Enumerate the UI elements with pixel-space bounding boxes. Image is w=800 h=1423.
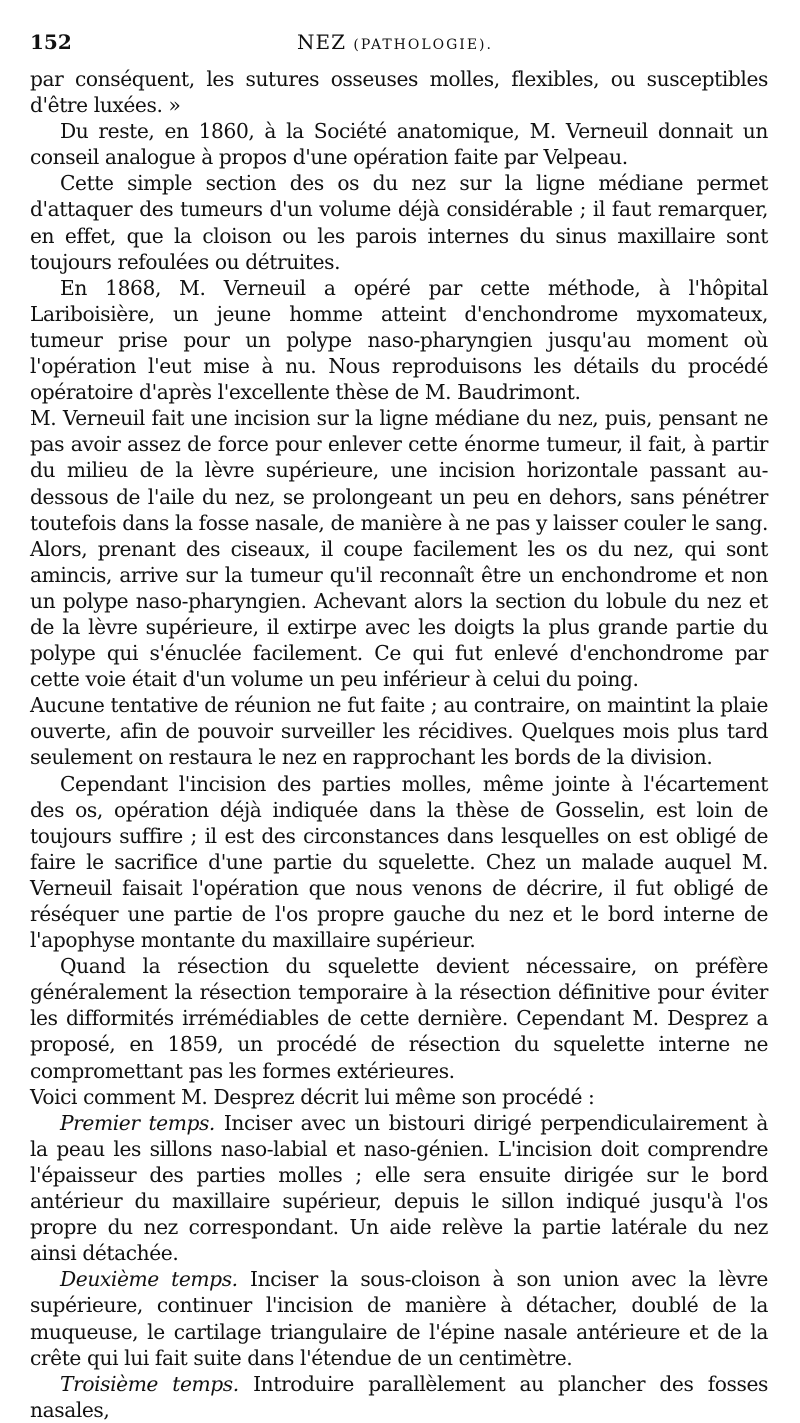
step-text: Introduire parallèlement au plancher des fosses nasales, xyxy=(30,1371,768,1422)
running-title xyxy=(30,30,760,54)
paragraph: Du reste, en 1860, à la Société anatomique, M. Verneuil donnait un conseil analogue à propos d'une opération faite par Velpeau. xyxy=(30,119,768,170)
running-header xyxy=(30,30,760,60)
page-number: 152 xyxy=(30,30,72,54)
step-label: Deuxième temps. xyxy=(60,1267,238,1292)
page-body xyxy=(30,66,768,1423)
step-paragraph xyxy=(30,1266,768,1370)
paragraph: Cette simple section des os du nez sur la ligne médiane permet d'attaquer des tumeurs d'un volume déjà considérable ; il faut remarquer, en effet, que la cloison ou les parois internes du sinus maxillaire sont toujours refoulées ou détruites. xyxy=(30,171,768,274)
paragraph: Voici comment M. Desprez décrit lui même son procédé : xyxy=(30,1084,595,1109)
step-paragraph xyxy=(30,1371,768,1423)
paragraph: par conséquent, les sutures osseuses molles, flexibles, ou susceptibles d'être luxées. » xyxy=(30,67,768,118)
paragraph: M. Verneuil fait une incision sur la ligne médiane du nez, puis, pensant ne pas avoir assez de force pour enlever cette énorme tumeur, il fait, à partir du milieu de la lèvre supérieure, une incision horizontale passant au-dessous de l'aile du nez, se prolongeant un peu en dehors, sans pénétrer toutefois dans la fosse nasale, de manière à ne pas y laisser couler le sang. Alors, prenant des ciseaux, il coupe facilement les os du nez, qui sont amincis, arrive sur la tumeur qu'il reconnaît être un enchondrome et non un polype naso-pharyngien. Achevant alors la section du lobule du nez et de la lèvre supérieure, il extirpe avec les doigts la plus grande partie du polype qui s'énuclée facilement. Ce qui fut enlevé d'enchondrome par cette voie était d'un volume un peu inférieur à celui du poing. xyxy=(30,406,768,692)
step-text: Inciser avec un bistouri dirigé perpendiculairement à la peau les sillons naso-labial et naso-génien. L'incision doit comprendre l'épaisseur des parties molles ; elle sera ensuite dirigée sur le bord antérieur du maxillaire supérieur, depuis le sillon indiqué jusqu'à l'os propre du nez correspondant. Un aide relève la partie latérale du nez ainsi détachée. xyxy=(30,1110,768,1266)
paragraph: Aucune tentative de réunion ne fut faite ; au contraire, on maintint la plaie ouverte, afin de pouvoir surveiller les récidives. Quelques mois plus tard seulement on restaura le nez en rapprochant les bords de la division. xyxy=(30,693,768,770)
running-title-main: NEZ xyxy=(297,30,347,54)
step-label: Premier temps. xyxy=(60,1110,215,1135)
paragraph: Cependant l'incision des parties molles, même jointe à l'écartement des os, opération déjà indiquée dans la thèse de Gosselin, est loin de toujours suffire ; il est des circonstances dans lesquelles on est obligé de faire le sacrifice d'une partie du squelette. Chez un malade auquel M. Verneuil faisait l'opération que nous venons de décrire, il fut obligé de réséquer une partie de l'os propre gauche du nez et le bord interne de l'apophyse montante du maxillaire supérieur. xyxy=(30,771,768,953)
step-label: Troisième temps. xyxy=(60,1371,239,1396)
running-title-sub: (PATHOLOGIE). xyxy=(353,37,493,53)
step-text: Inciser la sous-cloison à son union avec la lèvre supérieure, continuer l'incision de manière à détacher, doublé de la muqueuse, le cartilage triangulaire de l'épine nasale antérieure et de la crête qui lui fait suite dans l'étendue de un centimètre. xyxy=(30,1267,768,1370)
paragraph: Quand la résection du squelette devient nécessaire, on préfère généralement la résection temporaire à la résection définitive pour éviter les difformités irrémédiables de cette dernière. Cependant M. Desprez a proposé, en 1859, un procédé de résection du squelette interne ne compromettant pas les formes extérieures. xyxy=(30,954,768,1083)
step-paragraph xyxy=(30,1110,768,1267)
paragraph: En 1868, M. Verneuil a opéré par cette méthode, à l'hôpital Lariboisière, un jeune homme atteint d'enchondrome myxomateux, tumeur prise pour un polype naso-pharyngien jusqu'au moment où l'opération l'eut mise à nu. Nous reproduisons les détails du procédé opératoire d'après l'excellente thèse de M. Baudrimont. xyxy=(30,275,768,405)
